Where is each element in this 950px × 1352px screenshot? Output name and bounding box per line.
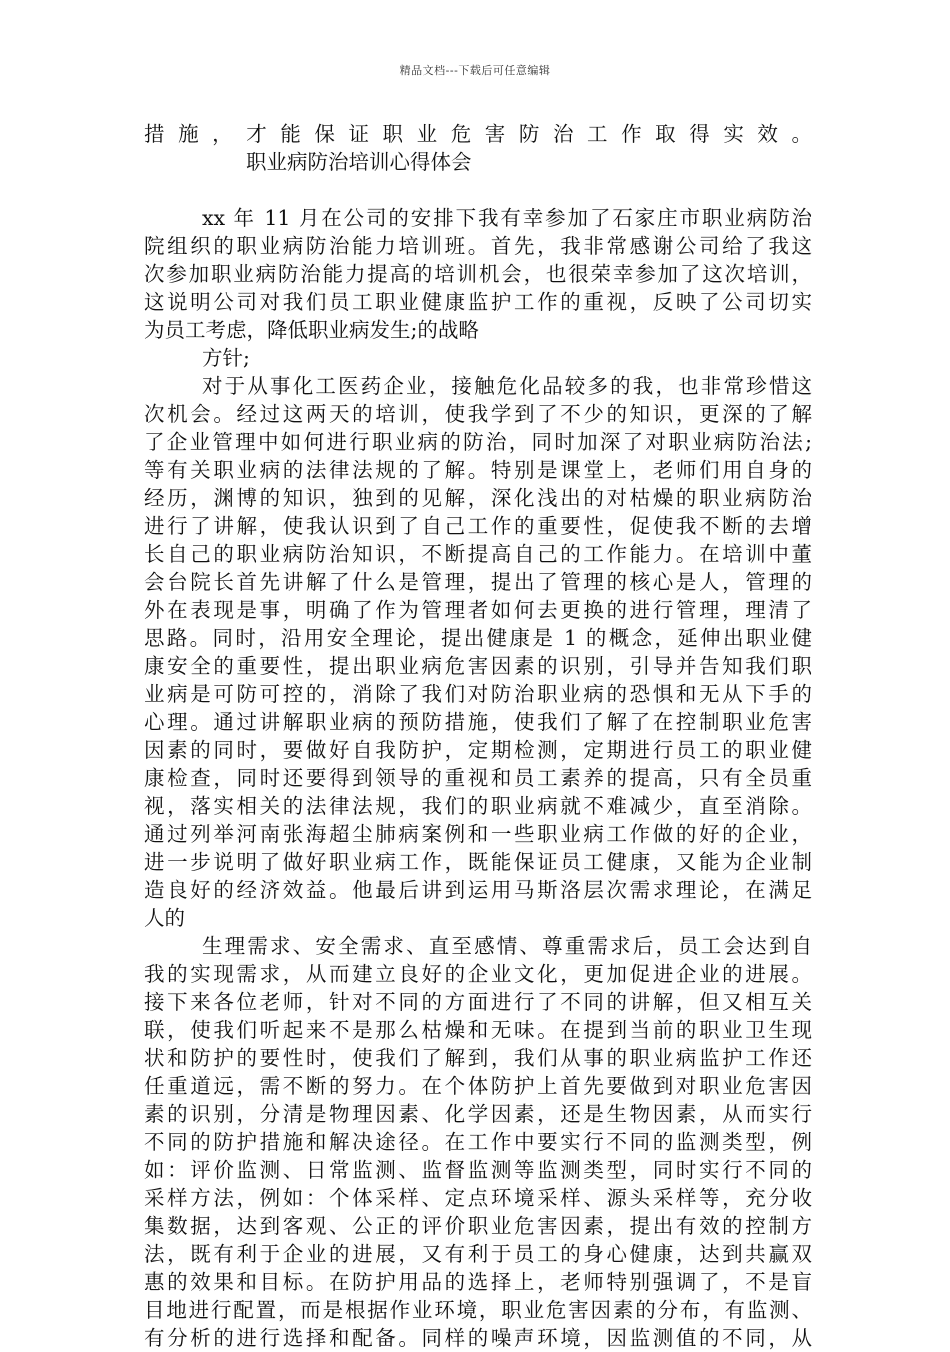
text-line: xx 年 11 月在公司的安排下我有幸参加了石家庄市职业病防治	[202, 206, 812, 230]
text-line: 造良好的经济效益。他最后讲到运用马斯洛层次需求理论，在满足	[144, 878, 812, 902]
text-line: 我的实现需求，从而建立良好的企业文化，更加促进企业的进展。	[144, 962, 812, 986]
page-header: 精品文档---下载后可任意编辑	[399, 64, 551, 77]
text-line: 进行了讲解，使我认识到了自己工作的重要性，促使我不断的去增	[144, 514, 812, 538]
lead-line: 措施，才能保证职业危害防治工作取得实效。	[144, 122, 812, 146]
text-line: 法，既有利于企业的进展，又有利于员工的身心健康，达到共赢双	[144, 1242, 812, 1266]
text-line: 方针;	[202, 346, 250, 370]
text-line: 思路。同时，沿用安全理论，提出健康是 1 的概念，延伸出职业健	[144, 626, 812, 650]
text-line: 对于从事化工医药企业，接触危化品较多的我，也非常珍惜这	[202, 374, 812, 398]
text-line: 视，落实相关的法律法规，我们的职业病就不难减少，直至消除。	[144, 794, 812, 818]
text-line: 如：评价监测、日常监测、监督监测等监测类型，同时实行不同的	[144, 1158, 812, 1182]
text-line: 长自己的职业病防治知识，不断提高自己的工作能力。在培训中董	[144, 542, 812, 566]
text-line: 目地进行配置，而是根据作业环境，职业危害因素的分布，有监测、	[144, 1298, 812, 1322]
text-line: 业病是可防可控的，消除了我们对防治职业病的恐惧和无从下手的	[144, 682, 812, 706]
text-line: 次机会。经过这两天的培训，使我学到了不少的知识，更深的了解	[144, 402, 812, 426]
text-line: 了企业管理中如何进行职业病的防治，同时加深了对职业病防治法;	[144, 430, 812, 454]
text-line: 接下来各位老师，针对不同的方面进行了不同的讲解，但又相互关	[144, 990, 812, 1014]
text-line: 人的	[144, 906, 185, 930]
document-title: 职业病防治培训心得体会	[246, 150, 472, 174]
text-line: 为员工考虑，降低职业病发生;的战略	[144, 318, 479, 342]
text-line: 任重道远，需不断的努力。在个体防护上首先要做到对职业危害因	[144, 1074, 812, 1098]
text-line: 等有关职业病的法律法规的了解。特别是课堂上，老师们用自身的	[144, 458, 812, 482]
text-line: 康安全的重要性，提出职业病危害因素的识别，引导并告知我们职	[144, 654, 812, 678]
text-line: 惠的效果和目标。在防护用品的选择上，老师特别强调了，不是盲	[144, 1270, 812, 1294]
text-line: 通过列举河南张海超尘肺病案例和一些职业病工作做的好的企业，	[144, 822, 812, 846]
text-line: 有分析的进行选择和配备。同样的噪声环境，因监测值的不同，从	[144, 1326, 812, 1350]
text-line: 康检查，同时还要得到领导的重视和员工素养的提高，只有全员重	[144, 766, 812, 790]
text-line: 会台院长首先讲解了什么是管理，提出了管理的核心是人，管理的	[144, 570, 812, 594]
body-text	[144, 204, 812, 1352]
text-line: 不同的防护措施和解决途径。在工作中要实行不同的监测类型，例	[144, 1130, 812, 1154]
text-line: 外在表现是事，明确了作为管理者如何去更换的进行管理，理清了	[144, 598, 812, 622]
text-line: 院组织的职业病防治能力培训班。首先，我非常感谢公司给了我这	[144, 234, 812, 258]
document-body	[144, 120, 812, 1352]
text-line: 素的识别，分清是物理因素、化学因素，还是生物因素，从而实行	[144, 1102, 812, 1126]
text-line: 次参加职业病防治能力提高的培训机会，也很荣幸参加了这次培训，	[144, 262, 812, 286]
text-line: 采样方法，例如：个体采样、定点环境采样、源头采样等，充分收	[144, 1186, 812, 1210]
text-line: 因素的同时，要做好自我防护，定期检测，定期进行员工的职业健	[144, 738, 812, 762]
text-line: 心理。通过讲解职业病的预防措施，使我们了解了在控制职业危害	[144, 710, 812, 734]
text-line: 集数据，达到客观、公正的评价职业危害因素，提出有效的控制方	[144, 1214, 812, 1238]
text-line: 状和防护的要性时，使我们了解到，我们从事的职业病监护工作还	[144, 1046, 812, 1070]
text-line: 经历，渊博的知识，独到的见解，深化浅出的对枯燥的职业病防治	[144, 486, 812, 510]
text-line: 联，使我们听起来不是那么枯燥和无味。在提到当前的职业卫生现	[144, 1018, 812, 1042]
blank-line	[144, 176, 812, 204]
text-line: 生理需求、安全需求、直至感情、尊重需求后，员工会达到自	[202, 934, 812, 958]
text-line: 进一步说明了做好职业病工作，既能保证员工健康，又能为企业制	[144, 850, 812, 874]
text-line: 这说明公司对我们员工职业健康监护工作的重视，反映了公司切实	[144, 290, 812, 314]
